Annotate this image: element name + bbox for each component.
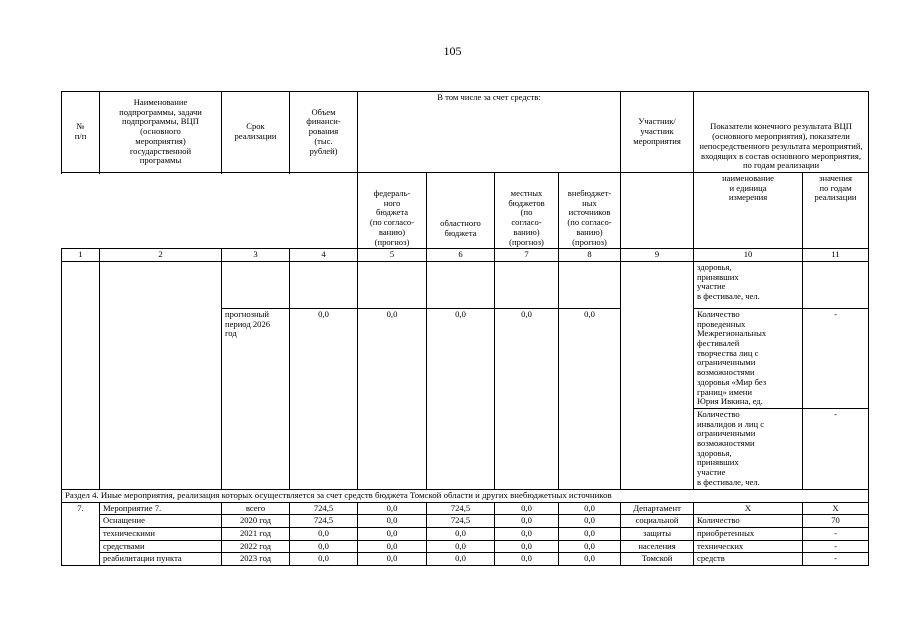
- cont-volume-cell: [290, 261, 358, 308]
- continuation-row: [62, 261, 869, 308]
- header-term: Срок реализации: [222, 92, 290, 173]
- measure-indicator-line: приобретенных: [694, 527, 803, 540]
- section-4-heading: Раздел 4. Иные мероприятия, реализация которых осуществляется за счет средств бюджета Томской области и других внебюджетных источников: [62, 489, 869, 502]
- measure-indicator-line: Количество: [694, 515, 803, 528]
- measure-7-name-line: Мероприятие 7.: [100, 502, 222, 515]
- header-row-1: [62, 92, 869, 173]
- measure-regional: 0,0: [427, 553, 495, 566]
- measure-value: Х: [803, 502, 869, 515]
- measure-extra: 0,0: [559, 527, 621, 540]
- measure-regional: 0,0: [427, 527, 495, 540]
- measure-federal: 0,0: [358, 527, 427, 540]
- forecast-indicator-1: Количество проведенных Межрегиональных фестивалей творчества лиц с ограниченными возможностями здоровья «Мир без границ» имени Юрия Ивкина, ед.: [694, 308, 803, 408]
- col-number: 10: [694, 249, 803, 262]
- measure-participant-line: защиты: [621, 527, 694, 540]
- measure-indicator-line: средств: [694, 553, 803, 566]
- measure-extra: 0,0: [559, 502, 621, 515]
- measure-volume: 724,5: [290, 502, 358, 515]
- col-number: 7: [495, 249, 559, 262]
- measure-value: 70: [803, 515, 869, 528]
- column-number-row: [62, 249, 869, 262]
- measure-regional: 724,5: [427, 515, 495, 528]
- measure-indicator-line: технических: [694, 540, 803, 553]
- cont-name-cell: [100, 261, 222, 489]
- col-number: 6: [427, 249, 495, 262]
- measure-regional: 0,0: [427, 540, 495, 553]
- measure-participant-line: социальной: [621, 515, 694, 528]
- header-num: № п/п: [62, 92, 100, 173]
- forecast-period: прогнозный период 2026 год: [222, 308, 290, 489]
- header-regional: областного бюджета: [427, 173, 495, 249]
- measure-7-name-line: средствами: [100, 540, 222, 553]
- measure-regional: 724,5: [427, 502, 495, 515]
- measure-local: 0,0: [495, 502, 559, 515]
- cont-term-cell: [222, 261, 290, 308]
- measure-7-num: 7.: [62, 502, 100, 566]
- forecast-value-2: -: [803, 408, 869, 489]
- measure-volume: 0,0: [290, 553, 358, 566]
- col-number: 1: [62, 249, 100, 262]
- measure-extra: 0,0: [559, 515, 621, 528]
- cont-value-cell: [803, 261, 869, 308]
- measure-extra: 0,0: [559, 540, 621, 553]
- measure-term: 2023 год: [222, 553, 290, 566]
- col-number: 2: [100, 249, 222, 262]
- measure-row: [62, 553, 869, 566]
- measure-term: всего: [222, 502, 290, 515]
- header-federal: федераль- ного бюджета (по согласо- ванию) (прогноз): [358, 173, 427, 249]
- measure-indicator-line: Х: [694, 502, 803, 515]
- measure-term: 2021 год: [222, 527, 290, 540]
- forecast-federal: 0,0: [358, 308, 427, 489]
- header-volume: Объем финанси- рования (тыс. рублей): [290, 92, 358, 173]
- measure-participant-line: населения: [621, 540, 694, 553]
- forecast-indicator-2: Количество инвалидов и лиц с ограниченными возможностями здоровья, принявших участие в фестивале, чел.: [694, 408, 803, 489]
- header-indicators: Показатели конечного результата ВЦП (основного мероприятия), показатели непосредственного результата мероприятий, входящих в состав основного мероприятия, по годам реализации: [694, 92, 869, 173]
- page-number: 105: [443, 44, 462, 58]
- forecast-volume: 0,0: [290, 308, 358, 489]
- measure-row: [62, 540, 869, 553]
- col-number: 5: [358, 249, 427, 262]
- cont-indicator-text: здоровья, принявших участие в фестивале, чел.: [694, 261, 803, 308]
- col-number: 4: [290, 249, 358, 262]
- header-ind-value: значения по годам реализации: [803, 173, 869, 249]
- header-name: Наименование подпрограммы, задачи подпрограммы, ВЦП (основного мероприятия) государственной программы: [100, 92, 222, 173]
- measure-participant-line: Томской: [621, 553, 694, 566]
- cont-federal-cell: [358, 261, 427, 308]
- cont-participant-cell: [621, 261, 694, 489]
- measure-participant-line: Департамент: [621, 502, 694, 515]
- cont-regional-cell: [427, 261, 495, 308]
- measure-term: 2020 год: [222, 515, 290, 528]
- measure-value: -: [803, 540, 869, 553]
- header-local: местных бюджетов (по согласо- ванию) (прогноз): [495, 173, 559, 249]
- col-number: 11: [803, 249, 869, 262]
- measure-7-name-line: Оснащение: [100, 515, 222, 528]
- measure-volume: 0,0: [290, 540, 358, 553]
- measure-federal: 0,0: [358, 553, 427, 566]
- measure-value: -: [803, 527, 869, 540]
- header-extra: внебюджет- ных источников (по согласо- ванию) (прогноз): [559, 173, 621, 249]
- measure-local: 0,0: [495, 527, 559, 540]
- header-including: В том числе за счет средств:: [358, 92, 621, 173]
- measure-term: 2022 год: [222, 540, 290, 553]
- measure-7-name-line: техническими: [100, 527, 222, 540]
- measure-value: -: [803, 553, 869, 566]
- forecast-regional: 0,0: [427, 308, 495, 489]
- forecast-local: 0,0: [495, 308, 559, 489]
- forecast-extra: 0,0: [559, 308, 621, 489]
- measure-federal: 0,0: [358, 502, 427, 515]
- measure-extra: 0,0: [559, 553, 621, 566]
- measure-local: 0,0: [495, 540, 559, 553]
- forecast-value-1: -: [803, 308, 869, 408]
- cont-num-cell: [62, 261, 100, 489]
- measure-row: [62, 527, 869, 540]
- measure-local: 0,0: [495, 515, 559, 528]
- section-row: [62, 489, 869, 502]
- measure-federal: 0,0: [358, 515, 427, 528]
- col-number: 3: [222, 249, 290, 262]
- header-participant: Участник/ участник мероприятия: [621, 92, 694, 173]
- measure-row: [62, 502, 869, 515]
- cont-extra-cell: [559, 261, 621, 308]
- measure-federal: 0,0: [358, 540, 427, 553]
- measure-volume: 0,0: [290, 527, 358, 540]
- measure-row: [62, 515, 869, 528]
- measure-local: 0,0: [495, 553, 559, 566]
- cont-local-cell: [495, 261, 559, 308]
- col-number: 9: [621, 249, 694, 262]
- measure-volume: 724,5: [290, 515, 358, 528]
- program-table: [61, 91, 869, 566]
- header-ind-name: наименование и единица измерения: [694, 173, 803, 249]
- col-number: 8: [559, 249, 621, 262]
- measure-7-name-line: реабилитации пункта: [100, 553, 222, 566]
